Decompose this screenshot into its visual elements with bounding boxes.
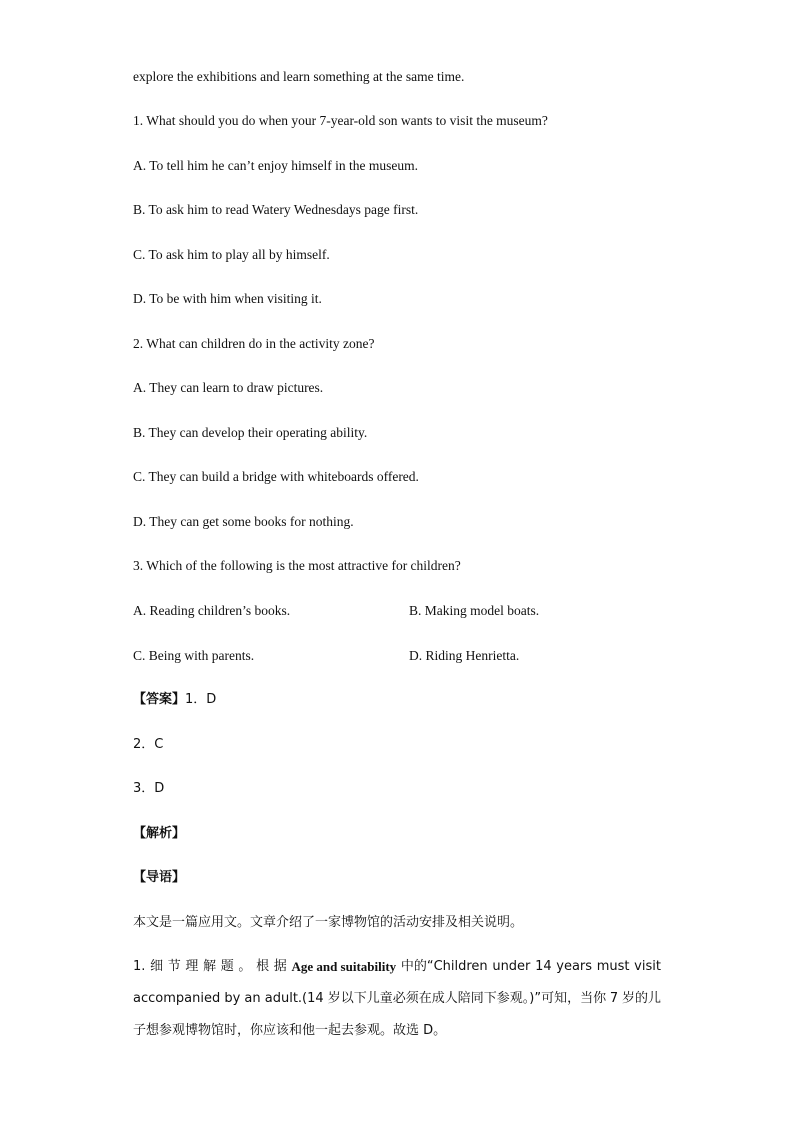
question-3-option-c: C. Being with parents. <box>133 648 255 663</box>
para1-word: 题 <box>220 959 234 974</box>
para1-word: 根 <box>256 959 270 974</box>
para1-word: visit <box>634 959 661 974</box>
passage-carryover: explore the exhibitions and learn something at the same time. <box>133 69 465 84</box>
analysis-para1-line2 <box>133 990 661 1008</box>
para1-word: 解 <box>203 959 217 974</box>
analysis-paragraph-1 <box>133 958 661 1040</box>
analysis-label: 【解析】 <box>133 826 186 841</box>
question-2-option-b: B. They can develop their operating ability. <box>133 425 368 440</box>
para1-word: 7 <box>609 991 619 1006</box>
para1-word: 14 <box>535 959 552 974</box>
question-3-option-b: B. Making model boats. <box>409 603 540 618</box>
question-1-option-b: B. To ask him to read Watery Wednesdays page first. <box>133 202 419 217</box>
analysis-para1-line3: 子想参观博物馆时，你应该和他一起去参观。故选 D。 <box>133 1023 447 1038</box>
intro-label: 【导语】 <box>133 870 186 885</box>
para1-word: 1. <box>133 959 146 974</box>
para1-word: under <box>492 959 531 974</box>
question-1-option-a: A. To tell him he can’t enjoy himself in the museum. <box>133 158 419 173</box>
para1-word: must <box>596 959 630 974</box>
para1-word: 岁的儿 <box>621 991 661 1006</box>
para1-word: 据 <box>273 959 287 974</box>
answer-1: 1．D <box>185 692 217 707</box>
question-2-option-c: C. They can build a bridge with whiteboards offered. <box>133 469 419 484</box>
question-3-stem: 3. Which of the following is the most attractive for children? <box>133 558 461 573</box>
question-2-option-d: D. They can get some books for nothing. <box>133 514 354 529</box>
para1-word: accompanied by an adult.(14 岁以下儿童必须在成人陪同下参观。)”可知，当你 <box>133 991 607 1006</box>
question-1-option-c: C. To ask him to play all by himself. <box>133 247 330 262</box>
para1-word: years <box>556 959 593 974</box>
question-2-option-a: A. They can learn to draw pictures. <box>133 380 324 395</box>
question-3-option-a: A. Reading children’s books. <box>133 603 291 618</box>
answer-label: 【答案】 <box>133 692 186 707</box>
answer-line-1 <box>133 691 216 709</box>
question-1-stem: 1. What should you do when your 7-year-old son wants to visit the museum? <box>133 113 548 128</box>
answer-3: 3．D <box>133 781 165 796</box>
question-1-option-d: D. To be with him when visiting it. <box>133 291 322 306</box>
answer-2: 2．C <box>133 737 164 752</box>
para1-word: 中的“Children <box>400 959 488 974</box>
para1-word: 细 <box>150 959 164 974</box>
para1-word: 节 <box>167 959 181 974</box>
para1-bold-term: Age and suitability <box>291 959 397 974</box>
question-2-stem: 2. What can children do in the activity zone? <box>133 336 375 351</box>
intro-text: 本文是一篇应用文。文章介绍了一家博物馆的活动安排及相关说明。 <box>133 915 524 930</box>
question-3-option-d: D. Riding Henrietta. <box>409 648 520 663</box>
para1-word: 。 <box>238 959 252 974</box>
para1-word: 理 <box>185 959 199 974</box>
analysis-para1-line1 <box>133 958 661 976</box>
